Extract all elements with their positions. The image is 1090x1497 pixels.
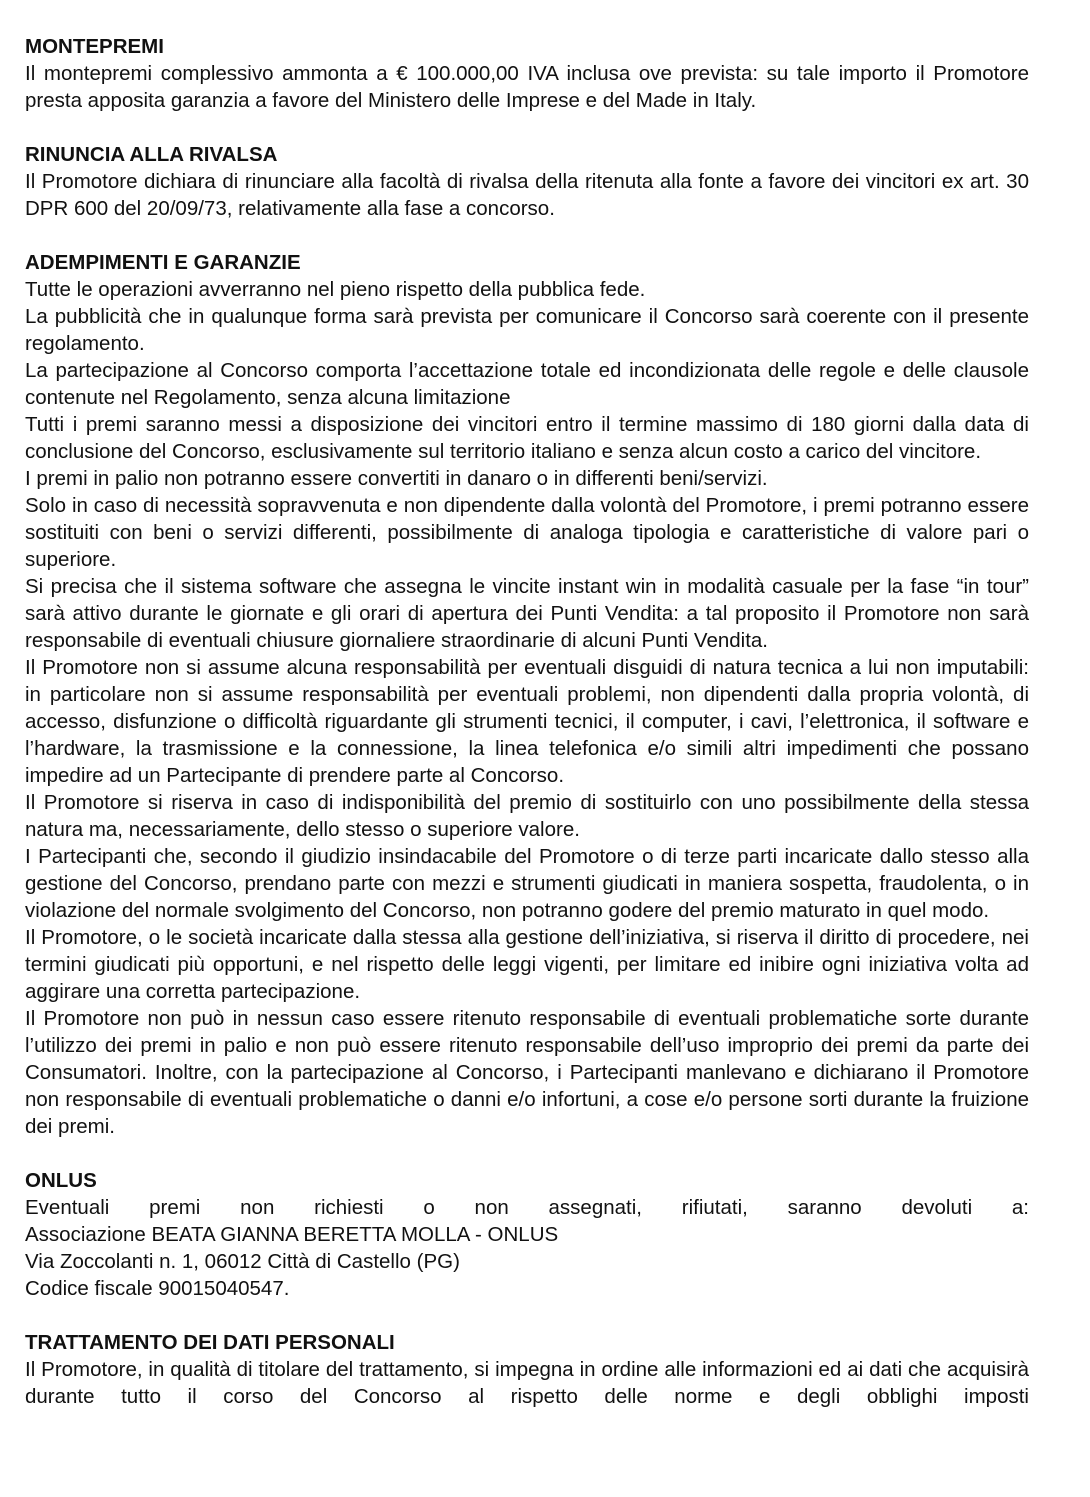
onlus-address: Via Zoccolanti n. 1, 06012 Città di Castello (PG) — [25, 1250, 460, 1273]
paragraph: Il Promotore si riserva in caso di indisponibilità del premio di sostituirlo con uno possibilmente della stessa natura ma, necessariamente, dello stesso o superiore valore. — [25, 791, 1029, 841]
section-montepremi — [25, 33, 1029, 114]
section-rinuncia-rivalsa — [25, 141, 1029, 222]
paragraph: Il Promotore, o le società incaricate dalla stessa alla gestione dell’iniziativa, si riserva il diritto di procedere, nei termini giudicati più opportuni, e nel rispetto delle leggi vigenti, per limitare ed inibire ogni iniziativa volta ad aggirare una corretta partecipazione. — [25, 926, 1029, 1003]
section-onlus — [25, 1167, 1029, 1302]
paragraph: Tutte le operazioni avverranno nel pieno rispetto della pubblica fede. — [25, 278, 646, 301]
paragraph: La pubblicità che in qualunque forma sarà prevista per comunicare il Concorso sarà coerente con il presente regolamento. — [25, 305, 1029, 355]
onlus-tax-code: Codice fiscale 90015040547. — [25, 1277, 290, 1300]
section-heading: MONTEPREMI — [25, 35, 164, 58]
paragraph: Il Promotore dichiara di rinunciare alla facoltà di rivalsa della ritenuta alla fonte a favore dei vincitori ex art. 30 DPR 600 del 20/09/73, relativamente alla fase a concorso. — [25, 170, 1029, 220]
paragraph: I premi in palio non potranno essere convertiti in danaro o in differenti beni/servizi. — [25, 467, 768, 490]
paragraph: Il Promotore non si assume alcuna responsabilità per eventuali disguidi di natura tecnica a lui non imputabili: in particolare non si assume responsabilità per eventuali problemi, non dipendenti dalla propria volontà, di accesso, disfunzione o difficoltà riguardante gli strumenti tecnici, il computer, i cavi, l’elettronica, il software e l’hardware, la trasmissione e la connessione, la linea telefonica e/o simili altri impedimenti che possano impedire ad un Partecipante di prendere parte al Concorso. — [25, 656, 1029, 787]
paragraph: Si precisa che il sistema software che assegna le vincite instant win in modalità casuale per la fase “in tour” sarà attivo durante le giornate e gli orari di apertura dei Punti Vendita: a tal proposito il Promotore non sarà responsabile di eventuali chiusure giornaliere straordinarie di alcuni Punti Vendita. — [25, 575, 1029, 652]
section-heading: ONLUS — [25, 1169, 97, 1192]
paragraph: I Partecipanti che, secondo il giudizio insindacabile del Promotore o di terze parti incaricate dallo stesso alla gestione del Concorso, prendano parte con mezzi e strumenti giudicati in maniera sospetta, fraudolenta, o in violazione del normale svolgimento del Concorso, non potranno godere del premio maturato in quel modo. — [25, 845, 1029, 922]
paragraph: La partecipazione al Concorso comporta l’accettazione totale ed incondizionata delle regole e delle clausole contenute nel Regolamento, senza alcuna limitazione — [25, 359, 1029, 409]
section-trattamento-dati — [25, 1329, 1029, 1410]
paragraph: Il montepremi complessivo ammonta a € 100.000,00 IVA inclusa ove prevista: su tale importo il Promotore presta apposita garanzia a favore del Ministero delle Imprese e del Made in Italy. — [25, 62, 1029, 112]
onlus-name: Associazione BEATA GIANNA BERETTA MOLLA - ONLUS — [25, 1223, 559, 1246]
paragraph: Il Promotore non può in nessun caso essere ritenuto responsabile di eventuali problematiche sorte durante l’utilizzo dei premi in palio e non può essere ritenuto responsabile dell’uso improprio dei premi da parte dei Consumatori. Inoltre, con la partecipazione al Concorso, i Partecipanti manlevano e dichiarano il Promotore non responsabile di eventuali problematiche o danni e/o infortuni, a cose e/o persone sorti durante la fruizione dei premi. — [25, 1007, 1029, 1138]
section-heading: RINUNCIA ALLA RIVALSA — [25, 143, 278, 166]
document-page — [25, 33, 1029, 1437]
section-heading: ADEMPIMENTI E GARANZIE — [25, 251, 301, 274]
section-heading: TRATTAMENTO DEI DATI PERSONALI — [25, 1331, 395, 1354]
paragraph: Solo in caso di necessità sopravvenuta e non dipendente dalla volontà del Promotore, i premi potranno essere sostituiti con beni o servizi differenti, possibilmente di analoga tipologia e caratteristiche di valore pari o superiore. — [25, 494, 1029, 571]
paragraph: Il Promotore, in qualità di titolare del trattamento, si impegna in ordine alle informazioni ed ai dati che acquisirà durante tutto il corso del Concorso al rispetto delle norme e degli obblighi imposti — [25, 1358, 1029, 1408]
paragraph: Tutti i premi saranno messi a disposizione dei vincitori entro il termine massimo di 180 giorni dalla data di conclusione del Concorso, esclusivamente sul territorio italiano e senza alcun costo a carico del vincitore. — [25, 413, 1029, 463]
onlus-intro-line: Eventuali premi non richiesti o non assegnati, rifiutati, saranno devoluti a: — [25, 1196, 1029, 1219]
section-adempimenti-garanzie — [25, 249, 1029, 1140]
